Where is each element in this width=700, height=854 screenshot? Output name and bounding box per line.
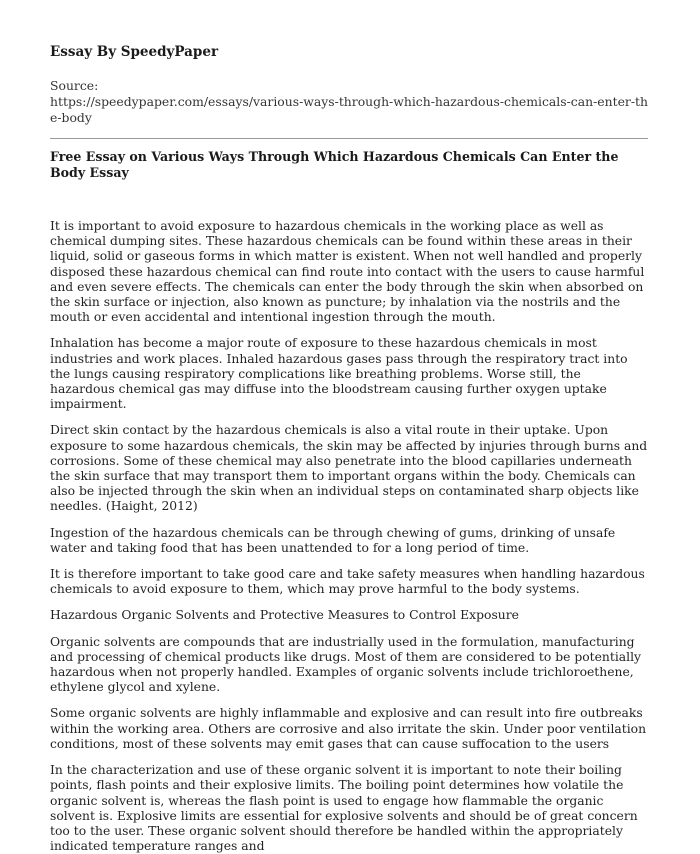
source-block (50, 78, 648, 126)
paragraph-6: Organic solvents are compounds that are industrially used in the formulation, manufacturing and processing of chemical products like drugs. Most of them are considered to be potentially hazardous when not properly handled. Examples of organic solvents include trichloroethene, ethylene glycol and xylene. (50, 634, 642, 695)
header-divider (50, 138, 648, 139)
paragraph-7: Some organic solvents are highly inflammable and explosive and can result into fire outbreaks within the working area. Others are corrosive and also irritate the skin. Under poor ventilation conditions, most of these solvents may emit gases that can cause suffocation to the users (50, 706, 647, 751)
paragraph-1: It is important to avoid exposure to hazardous chemicals in the working place as well as chemical dumping sites. These hazardous chemicals can be found within these areas in their liquid, solid or gaseous forms in which matter is existent. When not well handled and properly disposed these hazardous chemical can find route into contact with the users to cause harmful and even severe effects. The chemicals can enter the body through the skin when absorbed on the skin surface or injection, also known as puncture; by inhalation via the nostrils and the mouth or even accidental and intentional ingestion through the mouth. (50, 219, 645, 325)
essay-title: Free Essay on Various Ways Through Which Hazardous Chemicals Can Enter the Body Essay (50, 149, 619, 180)
essay-body (50, 219, 648, 854)
source-url[interactable]: https://speedypaper.com/essays/various-ways-through-which-hazardous-chemicals-can-enter-the-body (50, 94, 648, 125)
paragraph-2: Inhalation has become a major route of exposure to these hazardous chemicals in most industries and work places. Inhaled hazardous gases pass through the respiratory tract into the lungs causing respiratory complications like breathing problems. Worse still, the hazardous chemical gas may diffuse into the bloodstream causing further oxygen uptake impairment. (50, 336, 628, 412)
paragraph-3: Direct skin contact by the hazardous chemicals is also a vital route in their uptake. Upon exposure to some hazardous chemicals, the skin may be affected by injuries through burns and corrosions. Some of these chemical may also penetrate into the blood capillaries underneath the skin surface that may transport them to important organs within the body. Chemicals can also be injected through the skin when an individual steps on contaminated sharp objects like needles. (Haight, 2012) (50, 423, 648, 514)
paragraph-5: It is therefore important to take good care and take safety measures when handling hazardous chemicals to avoid exposure to them, which may prove harmful to the body systems. (50, 567, 645, 597)
paragraph-8: In the characterization and use of these organic solvent it is important to note their boiling points, flash points and their explosive limits. The boiling point determines how volatile the organic solvent is, whereas the flash point is used to engage how flammable the organic solvent is. Explosive limits are essential for explosive solvents and should be of great concern too to the user. These organic solvent should therefore be handled within the appropriately indicated temperature ranges and (50, 763, 638, 854)
source-label: Source: (50, 78, 99, 93)
section-heading: Hazardous Organic Solvents and Protective Measures to Control Exposure (50, 608, 519, 623)
document-header-title: Essay By SpeedyPaper (50, 44, 219, 60)
paragraph-4: Ingestion of the hazardous chemicals can be through chewing of gums, drinking of unsafe water and taking food that has been unattended to for a long period of time. (50, 525, 616, 555)
